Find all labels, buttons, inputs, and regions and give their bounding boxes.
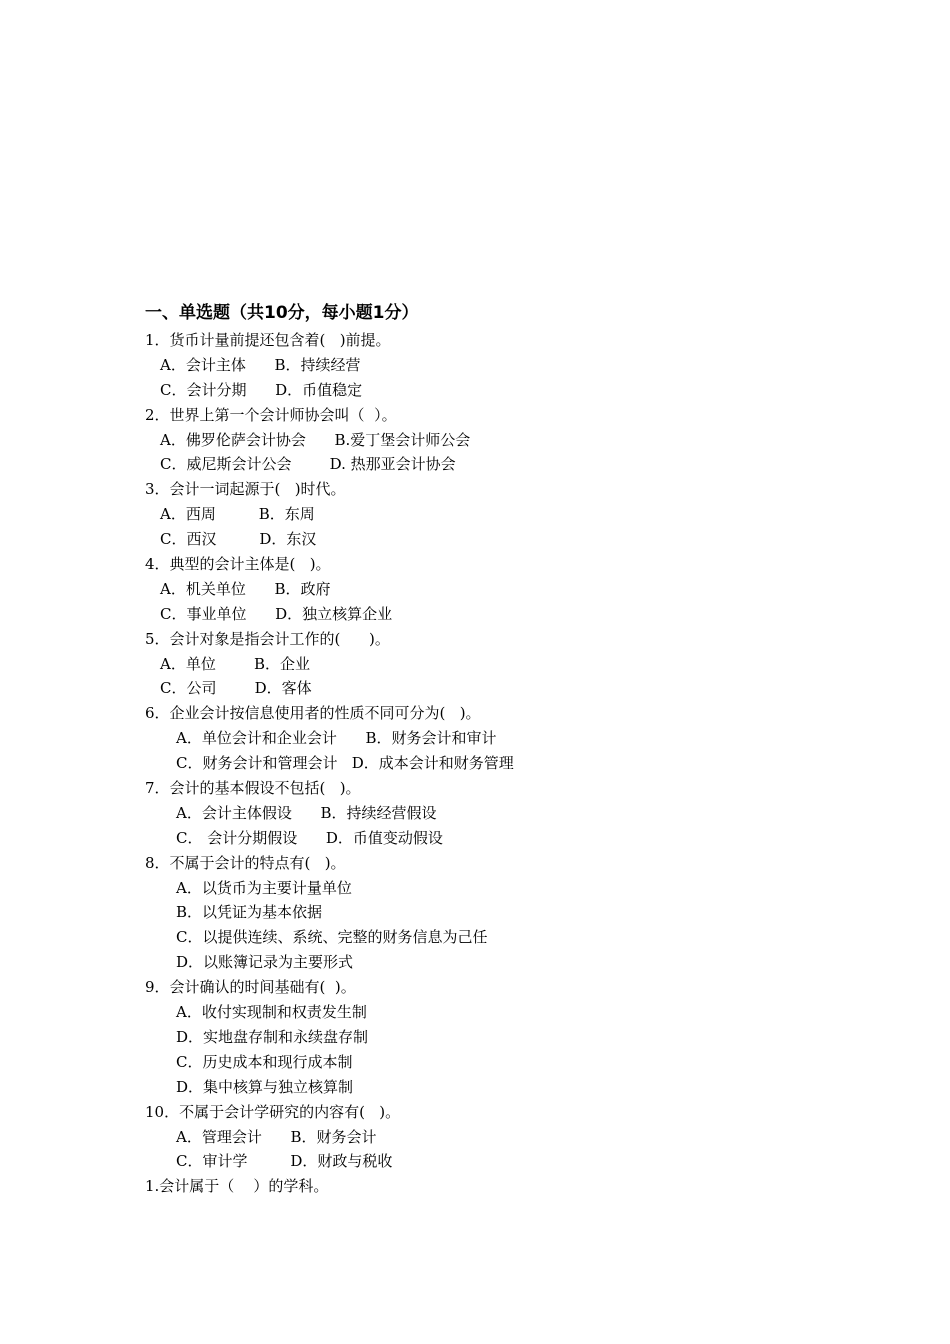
question-10-stem: 10．不属于会计学研究的内容有( )。: [145, 1102, 401, 1121]
question-2-stem: 2．世界上第一个会计师协会叫（ ）。: [145, 405, 397, 424]
question-9-stem: 9．会计确认的时间基础有( )。: [145, 978, 356, 997]
question-8-option-line: C．以提供连续、系统、完整的财务信息为己任: [176, 928, 488, 947]
section-title: 一、单选题（共10分，每小题1分）: [145, 303, 419, 323]
question-4-option-line: C．事业单位 D．独立核算企业: [160, 604, 393, 623]
question-1-option-line: A．会计主体 B．持续经营: [160, 355, 361, 374]
question-8-option-line: A．以货币为主要计量单位: [176, 878, 352, 897]
question-5-option-line: C．公司 D．客体: [160, 679, 312, 698]
question-2-option-line: A．佛罗伦萨会计协会 B.爱丁堡会计师公会: [160, 430, 471, 449]
question-5-option-line: A．单位 B．企业: [160, 654, 311, 673]
question-6-option-line: A．单位会计和企业会计 B．财务会计和审计: [176, 729, 497, 748]
question-10-option-line: C．审计学 D．财政与税收: [176, 1152, 393, 1171]
question-9-option-line: D．实地盘存制和永续盘存制: [176, 1027, 369, 1046]
question-8-stem: 8．不属于会计的特点有( )。: [145, 853, 346, 872]
question-1-option-line: C．会计分期 D．币值稳定: [160, 380, 363, 399]
question-5-stem: 5．会计对象是指会计工作的( )。: [145, 629, 390, 648]
document-page: [145, 298, 905, 1199]
question-7-option-line: C． 会计分期假设 D．币值变动假设: [176, 828, 443, 847]
question-8-option-line: D．以账簿记录为主要形式: [176, 953, 354, 972]
question-4-stem: 4．典型的会计主体是( )。: [145, 555, 331, 574]
question-6-option-line: C．财务会计和管理会计 D．成本会计和财务管理: [176, 754, 514, 773]
question-9-option-line: D．集中核算与独立核算制: [176, 1077, 354, 1096]
question-6-stem: 6．企业会计按信息使用者的性质不同可分为( )。: [145, 704, 481, 723]
question-7-option-line: A．会计主体假设 B．持续经营假设: [176, 803, 437, 822]
question-2-option-line: C．威尼斯会计公会 D. 热那亚会计协会: [160, 455, 456, 474]
question-3-option-line: A．西周 B．东周: [160, 505, 315, 524]
question-7-stem: 7．会计的基本假设不包括( )。: [145, 779, 361, 798]
question-3-option-line: C．西汉 D．东汉: [160, 530, 317, 549]
question-9-option-line: A．收付实现制和权责发生制: [176, 1003, 367, 1022]
question-8-option-line: B．以凭证为基本依据: [176, 903, 323, 922]
question-4-option-line: A．机关单位 B．政府: [160, 579, 331, 598]
question-10-option-line: A．管理会计 B．财务会计: [176, 1127, 377, 1146]
next-section-question-1-stem: 1.会计属于（ ）的学科。: [145, 1177, 329, 1196]
question-1-stem: 1．货币计量前提还包含着( )前提。: [145, 331, 391, 349]
question-3-stem: 3．会计一词起源于( )时代。: [145, 480, 346, 499]
question-9-option-line: C．历史成本和现行成本制: [176, 1052, 353, 1071]
